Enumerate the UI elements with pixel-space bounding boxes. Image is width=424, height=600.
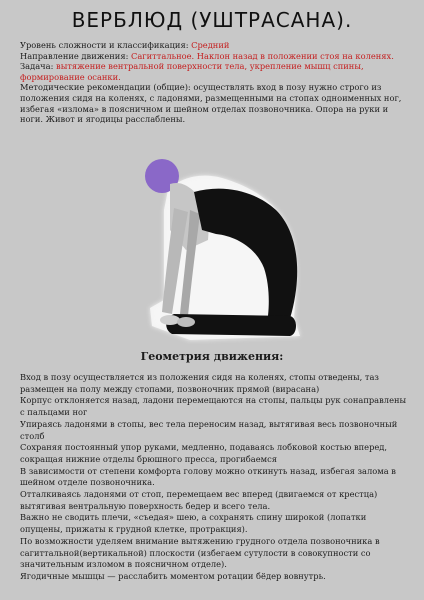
geometry-paragraph: Важно не сводить плечи, «съедая» шею, а сохранять спину широкой (лопатки опущены, прижаты к грудной клетке, протракция). [20,512,367,535]
direction-value: Сагиттальное. Наклон назад в положении стоя на коленях. [131,50,394,61]
pose-metadata [20,40,408,125]
task-label: Задача: [20,61,57,72]
geometry-paragraph: По возможности уделяем внимание вытяжению грудного отдела позвоночника в сагиттальной(вертикальной) плоскости (избегаем сутулости в совокупности со значительным изломом в поясничном отделе). [20,535,380,570]
geometry-paragraph: Упираясь ладонями в стопы, вес тела переносим назад, вытягивая весь позвоночный столб [20,418,398,441]
geometry-paragraph: Вход в позу осуществляется из положения сидя на коленях, стопы отведены, таз размещен на полу между стопами, позвоночник прямой (вирасана) [20,372,379,394]
method-line [20,82,408,124]
level-line [20,40,408,51]
task-line [20,61,408,82]
geometry-paragraph: Отталкиваясь ладонями от стоп, перемещаем вес вперед (двигаемся от крестца) вытягивая вентральную поверхность бедер и всего тела. [20,489,378,511]
direction-line [20,51,408,62]
geometry-paragraph: Ягодичные мышцы — расслабить моментом ротации бёдер вовнутрь. [20,570,326,581]
method-label: Методические рекомендации (общие): [20,82,194,93]
page-title: ВЕРБЛЮД (УШТРАСАНА). [71,8,353,32]
task-value: вытяжение вентральной поверхности тела, укрепление мышц спины, формирование осанки. [20,61,364,82]
level-label: Уровень сложности и классификация: [20,40,192,50]
level-value: Средний [191,40,230,50]
section-heading: Геометрия движения: [140,350,284,363]
direction-label: Направление движения: [20,50,132,61]
method-value: осуществлять вход в позу нужно строго из положения сидя на коленях, с ладонями, размещенными на стопах одноименных ног, избегая «излома» в поясничном и шейном отделах позвоночника. Опора на руки и ноги. Живот и ягодицы расслаблены. [20,82,402,125]
geometry-paragraph: Сохраняя постоянный упор руками, медленно, подаваясь лобковой костью вперед, сокращая нижние отделы брюшного пресса, прогибаемся [20,442,388,464]
camel-pose-figure-icon [130,150,320,350]
geometry-text [20,372,410,583]
geometry-paragraph: Корпус отклоняется назад, ладони перемещаются на стопы, пальцы рук сонаправлены с пальцами ног [20,395,407,418]
geometry-paragraph: В зависимости от степени комфорта голову можно откинуть назад, избегая залома в шейном отделе позвоночника. [20,465,396,488]
